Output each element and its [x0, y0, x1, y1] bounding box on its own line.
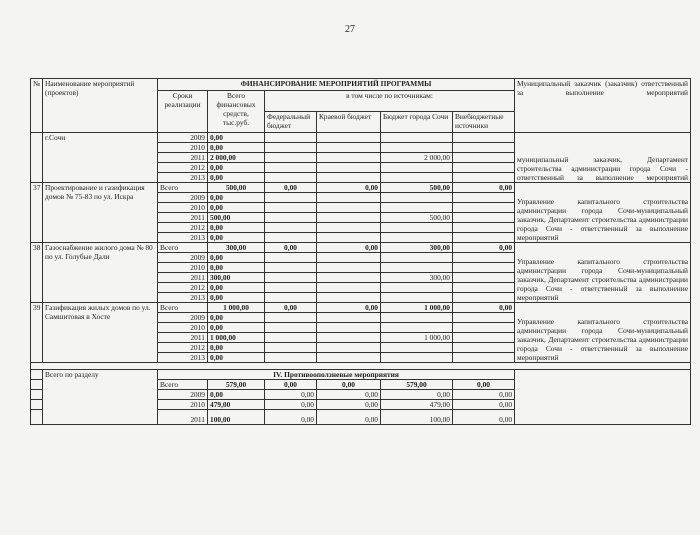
header-financing-title: ФИНАНСИРОВАНИЕ МЕРОПРИЯТИЙ ПРОГРАММЫ [158, 79, 515, 91]
all-extra: 0,00 [453, 183, 515, 193]
all-federal: 0,00 [265, 303, 317, 313]
extra-cell: 0,00 [453, 400, 515, 410]
city-cell [381, 263, 453, 273]
project-name: Проектирование и газификация домов № 75-83 по ул. Искра [43, 183, 158, 243]
row-name: г.Сочи [43, 133, 158, 183]
total-cell: 0,00 [208, 203, 265, 213]
all-regional: 0,00 [317, 303, 381, 313]
year-cell: 2012 [158, 223, 208, 233]
year-cell: 2013 [158, 293, 208, 303]
header-customer: Муниципальный заказчик (заказчик) ответственный за выполнение мероприятий [515, 79, 691, 133]
year-cell: 2009 [158, 313, 208, 323]
all-total: 579,00 [208, 380, 265, 390]
project-name: Газификация жилых домов по ул. Самшитовая в Хосте [43, 303, 158, 363]
total-cell: 0,00 [208, 133, 265, 143]
total-cell: 0,00 [208, 233, 265, 243]
year-cell: 2011 [158, 273, 208, 283]
header-total: Всего финансовых средств, тыс.руб. [208, 91, 265, 133]
all-total: 1 000,00 [208, 303, 265, 313]
federal-cell: 0,00 [265, 410, 317, 425]
city-cell: 0,00 [381, 390, 453, 400]
header-regional: Краевой бюджет [317, 112, 381, 133]
header-terms: Сроки реализации [158, 91, 208, 133]
extra-cell: 0,00 [453, 410, 515, 425]
city-cell [381, 353, 453, 363]
total-cell: 100,00 [208, 410, 265, 425]
year-cell: 2011 [158, 410, 208, 425]
table-row [31, 243, 691, 253]
regional-cell: 0,00 [317, 390, 381, 400]
city-cell [381, 343, 453, 353]
all-label: Всего [158, 303, 208, 313]
all-extra: 0,00 [453, 303, 515, 313]
table-row [31, 183, 691, 193]
total-cell: 0,00 [208, 143, 265, 153]
all-total: 500,00 [208, 183, 265, 193]
total-cell: 0,00 [208, 253, 265, 263]
year-cell: 2012 [158, 163, 208, 173]
all-regional: 0,00 [317, 380, 381, 390]
year-cell: 2013 [158, 233, 208, 243]
all-city: 1 000,00 [381, 303, 453, 313]
project-num: 38 [31, 243, 43, 303]
all-federal: 0,00 [265, 243, 317, 253]
total-cell: 0,00 [208, 173, 265, 183]
regional-cell: 0,00 [317, 410, 381, 425]
total-cell: 300,00 [208, 273, 265, 283]
customer-cell: Управление капитального строительства администрации города Сочи-муниципальный заказчик, Департамент строительства администрации города Сочи - ответственный за выполнение мероприятий [515, 183, 691, 243]
city-cell [381, 283, 453, 293]
all-label: Всего [158, 243, 208, 253]
city-cell [381, 293, 453, 303]
city-cell [381, 223, 453, 233]
all-total: 300,00 [208, 243, 265, 253]
year-cell: 2011 [158, 213, 208, 223]
city-cell: 100,00 [381, 410, 453, 425]
total-cell: 500,00 [208, 213, 265, 223]
total-cell: 0,00 [208, 313, 265, 323]
all-federal: 0,00 [265, 183, 317, 193]
total-cell: 1 000,00 [208, 333, 265, 343]
year-cell: 2009 [158, 253, 208, 263]
city-cell [381, 173, 453, 183]
year-cell: 2013 [158, 173, 208, 183]
all-label: Всего [158, 380, 208, 390]
year-cell: 2011 [158, 153, 208, 163]
extra-cell: 0,00 [453, 390, 515, 400]
section-heading-row [31, 370, 691, 380]
total-cell: 0,00 [208, 193, 265, 203]
header-row-1 [31, 79, 691, 91]
total-cell: 0,00 [208, 283, 265, 293]
total-cell: 479,00 [208, 400, 265, 410]
city-cell [381, 313, 453, 323]
header-federal: Федеральный бюджет [265, 112, 317, 133]
total-cell: 0,00 [208, 323, 265, 333]
table-row [31, 133, 691, 143]
all-extra: 0,00 [453, 380, 515, 390]
year-cell: 2009 [158, 193, 208, 203]
all-city: 300,00 [381, 243, 453, 253]
year-cell: 2009 [158, 133, 208, 143]
all-city: 579,00 [381, 380, 453, 390]
year-cell: 2012 [158, 343, 208, 353]
city-cell [381, 253, 453, 263]
year-cell: 2012 [158, 283, 208, 293]
header-name: Наименование мероприятий (проектов) [43, 79, 158, 133]
all-city: 500,00 [381, 183, 453, 193]
page-number: 27 [345, 24, 355, 35]
city-cell: 300,00 [381, 273, 453, 283]
all-label: Всего [158, 183, 208, 193]
total-cell: 0,00 [208, 390, 265, 400]
project-name: Газоснабжение жилого дома № 80 по ул. Голубые Дали [43, 243, 158, 303]
year-cell: 2011 [158, 333, 208, 343]
customer-cell: Управление капитального строительства администрации города Сочи-муниципальный заказчик, Департамент строительства администрации города Сочи - ответственный за выполнение мероприятий [515, 303, 691, 363]
year-cell: 2010 [158, 263, 208, 273]
city-cell [381, 133, 453, 143]
federal-cell: 0,00 [265, 400, 317, 410]
project-num: 39 [31, 303, 43, 363]
city-cell [381, 193, 453, 203]
city-cell [381, 143, 453, 153]
table-row [31, 303, 691, 313]
total-cell: 0,00 [208, 163, 265, 173]
year-cell: 2010 [158, 203, 208, 213]
header-sources: в том числе по источникам: [265, 91, 515, 112]
section-name: Всего по разделу [43, 370, 158, 425]
all-federal: 0,00 [265, 380, 317, 390]
year-cell: 2010 [158, 143, 208, 153]
city-cell [381, 203, 453, 213]
city-cell: 1 000,00 [381, 333, 453, 343]
city-cell [381, 323, 453, 333]
city-cell [381, 233, 453, 243]
all-extra: 0,00 [453, 243, 515, 253]
header-extra: Внебюджетные источники [453, 112, 515, 133]
year-cell: 2010 [158, 323, 208, 333]
total-cell: 0,00 [208, 223, 265, 233]
year-cell: 2009 [158, 390, 208, 400]
year-cell: 2010 [158, 400, 208, 410]
total-cell: 0,00 [208, 293, 265, 303]
project-num: 37 [31, 183, 43, 243]
total-cell: 0,00 [208, 353, 265, 363]
header-city: Бюджет города Сочи [381, 112, 453, 133]
federal-cell: 0,00 [265, 390, 317, 400]
city-cell: 500,00 [381, 213, 453, 223]
section-title: IV. Противооползневые мероприятия [158, 370, 515, 380]
total-cell: 0,00 [208, 263, 265, 273]
regional-cell: 0,00 [317, 400, 381, 410]
city-cell: 2 000,00 [381, 153, 453, 163]
customer-cell: муниципальный заказчик, Департамент строительства администрации города Сочи - ответственный за выполнение мероприятий [515, 133, 691, 183]
city-cell: 479,00 [381, 400, 453, 410]
all-regional: 0,00 [317, 243, 381, 253]
customer-cell: Управление капитального строительства администрации города Сочи-муниципальный заказчик, Департамент строительства администрации города Сочи - ответственный за выполнение мероприятий [515, 243, 691, 303]
total-cell: 2 000,00 [208, 153, 265, 163]
total-cell: 0,00 [208, 343, 265, 353]
header-num: № [31, 79, 43, 133]
financing-table [30, 78, 691, 425]
city-cell [381, 163, 453, 173]
year-cell: 2013 [158, 353, 208, 363]
all-regional: 0,00 [317, 183, 381, 193]
